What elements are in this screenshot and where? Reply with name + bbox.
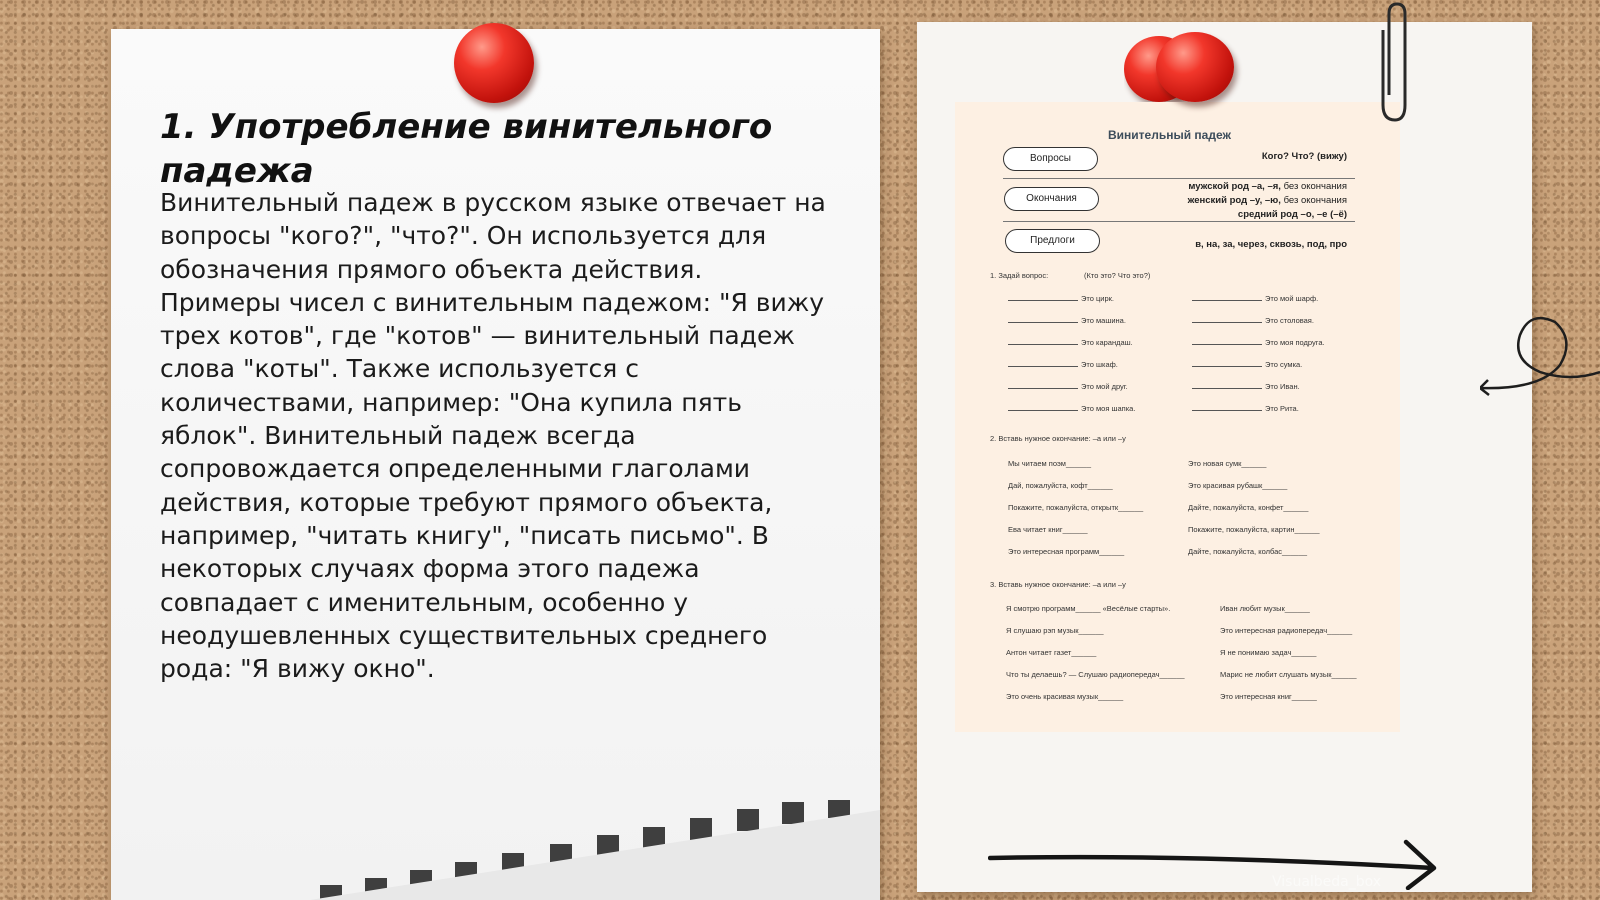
worksheet-title: Винительный падеж <box>1108 128 1231 142</box>
task2-right-item: Дайте, пожалуйста, колбас______ <box>1188 547 1308 556</box>
task3-right-item: Я не понимаю задач______ <box>1220 648 1317 657</box>
endings-fem-note: без окончания <box>1283 195 1347 206</box>
task1-heading: 1. Задай вопрос: <box>990 271 1049 280</box>
task2-heading: 2. Вставь нужное окончание: –а или –у <box>990 434 1126 443</box>
questions-text: Кого? Что? (вижу) <box>1261 151 1347 162</box>
prepositions-text: в, на, за, через, сквозь, под, про <box>1195 239 1347 250</box>
task1-left-item: Это шкаф. <box>1008 360 1118 369</box>
slide-title: 1. Употребление винительного падежа <box>160 107 773 191</box>
task3-left-item: Антон читает газет______ <box>1006 648 1097 657</box>
task1-right-item: Это Иван. <box>1192 382 1300 391</box>
endings-text <box>1130 180 1347 222</box>
task1-left-item: Это мой друг. <box>1008 382 1128 391</box>
task1-right-item: Это сумка. <box>1192 360 1302 369</box>
pill-prepositions: Предлоги <box>1005 229 1100 253</box>
task3-left-item: Я смотрю программ______ «Весёлые старты». <box>1006 604 1171 613</box>
task2-right-item: Это новая сумк______ <box>1188 459 1267 468</box>
paperclip-icon <box>1375 0 1415 125</box>
task2-left-item: Мы читаем поэм______ <box>1008 459 1091 468</box>
divider <box>1003 178 1355 179</box>
endings-fem: женский род –у, –ю, <box>1187 195 1281 206</box>
task2-right-item: Это красивая рубашк______ <box>1188 481 1288 490</box>
task1-right-item: Это столовая. <box>1192 316 1314 325</box>
task2-left-item: Дай, пожалуйста, кофт______ <box>1008 481 1113 490</box>
red-pushpin <box>454 23 534 103</box>
task1-right-item: Это мой шарф. <box>1192 294 1318 303</box>
task1-right-item: Это Рита. <box>1192 404 1299 413</box>
body-paragraph: Винительный падеж в русском языке отвечает на вопросы "кого?", "что?". Он используется для обозначения прямого объекта действия. Примеры чисел с винительным падежом: "Я вижу трех котов", где "котов" — винительный падеж слова "коты". Также используется с количествами, например: "Она купила пять яблок". Винительный падеж всегда сопровождается определенными глаголами действия, которые требуют прямого объекта, например, "читать книгу", "писать письмо". В некоторых случаях форма этого падежа совпадает с именительным, особенно у неодушевленных существительных среднего рода: "Я вижу окно". <box>160 188 826 684</box>
task1-left-item: Это машина. <box>1008 316 1126 325</box>
task1-left-item: Это цирк. <box>1008 294 1114 303</box>
endings-masc: мужской род –а, –я, <box>1188 181 1281 192</box>
task2-left-item: Это интересная программ______ <box>1008 547 1125 556</box>
task1-left-item: Это моя шапка. <box>1008 404 1135 413</box>
task3-left-item: Это очень красивая музык______ <box>1006 692 1124 701</box>
task2-left-item: Покажите, пожалуйста, открытк______ <box>1008 503 1144 512</box>
task3-left-item: Что ты делаешь? — Слушаю радиопередач______ <box>1006 670 1185 679</box>
task3-left-item: Я слушаю рэп музык______ <box>1006 626 1104 635</box>
task1-hint: (Кто это? Что это?) <box>1084 271 1151 280</box>
task1-right-item: Это моя подруга. <box>1192 338 1325 347</box>
task2-right-item: Дайте, пожалуйста, конфет______ <box>1188 503 1309 512</box>
pill-questions: Вопросы <box>1003 147 1098 171</box>
task1-left-item: Это карандаш. <box>1008 338 1133 347</box>
task3-right-item: Это интересная радиопередач______ <box>1220 626 1353 635</box>
divider <box>1003 221 1355 222</box>
task3-right-item: Это интересная книг______ <box>1220 692 1317 701</box>
spiral-torn-edge <box>310 800 880 900</box>
task2-left-item: Ева читает книг______ <box>1008 525 1088 534</box>
task3-right-item: Марис не любит слушать музык______ <box>1220 670 1357 679</box>
task3-heading: 3. Вставь нужное окончание: –а или –у <box>990 580 1126 589</box>
pill-endings: Окончания <box>1004 187 1099 211</box>
endings-neut: средний род –о, –е (–ё) <box>1237 209 1347 220</box>
loop-arrow-doodle <box>1480 310 1600 410</box>
endings-masc-note: без окончания <box>1283 181 1347 192</box>
task2-right-item: Покажите, пожалуйста, картин______ <box>1188 525 1320 534</box>
task3-right-item: Иван любит музык______ <box>1220 604 1310 613</box>
red-pushpin <box>1156 32 1234 102</box>
watermark: Visualbeda_box <box>1272 874 1382 890</box>
